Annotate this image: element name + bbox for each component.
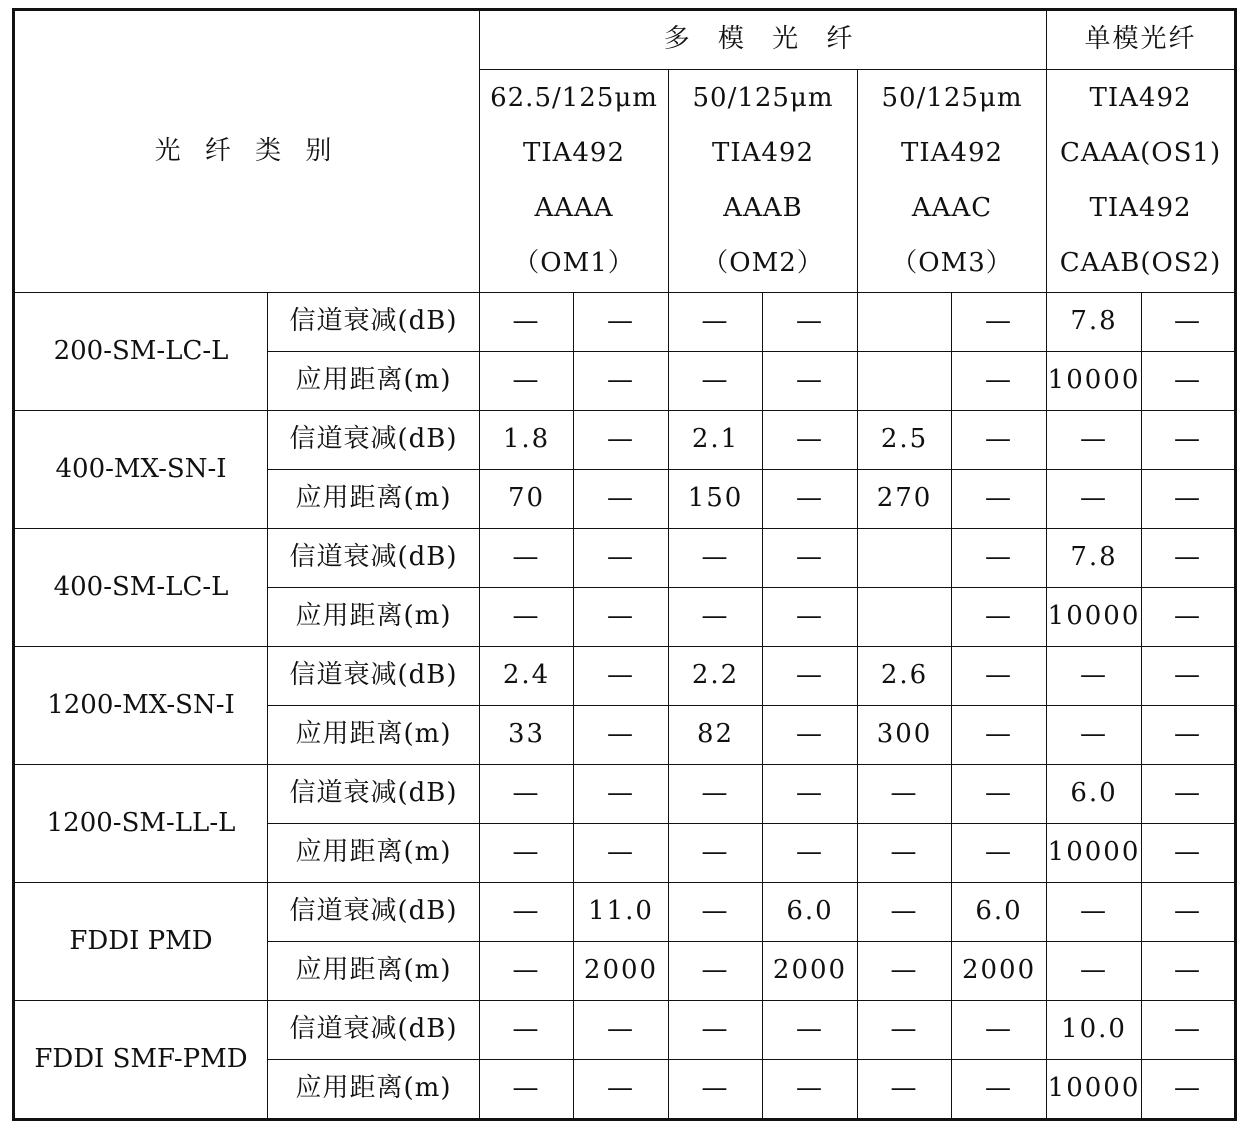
- value-cell: —: [858, 1001, 952, 1060]
- value-cell: —: [1142, 529, 1236, 588]
- spec-line: TIA492: [1089, 83, 1192, 113]
- value-cell: 7.8: [1047, 529, 1142, 588]
- channel-attenuation-label: 信道衰减(dB): [268, 1001, 480, 1060]
- value-cell: 10000: [1047, 1060, 1142, 1120]
- value-cell: —: [763, 411, 858, 470]
- value-cell: —: [574, 647, 669, 706]
- value-cell: —: [1142, 588, 1236, 647]
- value-cell: —: [1047, 706, 1142, 765]
- application-name: 1200-MX-SN-I: [14, 647, 268, 765]
- value-cell: —: [763, 352, 858, 411]
- value-cell: [858, 588, 952, 647]
- value-cell: —: [952, 529, 1047, 588]
- value-cell: —: [1142, 411, 1236, 470]
- value-cell: —: [669, 352, 763, 411]
- value-cell: —: [763, 470, 858, 529]
- value-cell: —: [763, 588, 858, 647]
- fiber-spec-om3: [858, 70, 1047, 293]
- value-cell: 2.5: [858, 411, 952, 470]
- value-cell: —: [763, 765, 858, 824]
- value-cell: 6.0: [952, 883, 1047, 942]
- value-cell: —: [1047, 647, 1142, 706]
- value-cell: —: [669, 1060, 763, 1120]
- value-cell: —: [480, 1060, 574, 1120]
- channel-attenuation-label: 信道衰减(dB): [268, 293, 480, 352]
- value-cell: —: [763, 824, 858, 883]
- channel-attenuation-label: 信道衰减(dB): [268, 765, 480, 824]
- application-distance-label: 应用距离(m): [268, 470, 480, 529]
- table-body: [14, 293, 1236, 1120]
- application-name: 400-SM-LC-L: [14, 529, 268, 647]
- value-cell: —: [858, 1060, 952, 1120]
- value-cell: —: [574, 1001, 669, 1060]
- value-cell: —: [1047, 942, 1142, 1001]
- table-row: [14, 765, 1236, 824]
- value-cell: 6.0: [763, 883, 858, 942]
- application-name: FDDI SMF-PMD: [14, 1001, 268, 1120]
- spec-line: （OM2）: [702, 248, 824, 278]
- spec-line: AAAC: [911, 193, 993, 223]
- application-distance-label: 应用距离(m): [268, 942, 480, 1001]
- value-cell: —: [858, 824, 952, 883]
- spec-line: TIA492: [523, 138, 626, 168]
- value-cell: —: [1142, 765, 1236, 824]
- value-cell: —: [952, 706, 1047, 765]
- value-cell: —: [763, 293, 858, 352]
- value-cell: —: [574, 1060, 669, 1120]
- value-cell: —: [1142, 706, 1236, 765]
- value-cell: —: [574, 352, 669, 411]
- spec-line: （OM3）: [891, 248, 1013, 278]
- value-cell: —: [763, 647, 858, 706]
- table-row: [14, 293, 1236, 352]
- value-cell: —: [952, 647, 1047, 706]
- spec-line: （OM1）: [513, 248, 635, 278]
- value-cell: 2.4: [480, 647, 574, 706]
- application-name: 200-SM-LC-L: [14, 293, 268, 411]
- value-cell: 300: [858, 706, 952, 765]
- multimode-header: 多 模 光 纤: [480, 10, 1047, 70]
- spec-line: AAAB: [723, 193, 803, 223]
- spec-line: AAAA: [534, 193, 614, 223]
- value-cell: —: [669, 293, 763, 352]
- value-cell: —: [952, 1001, 1047, 1060]
- value-cell: 70: [480, 470, 574, 529]
- application-name: 400-MX-SN-I: [14, 411, 268, 529]
- value-cell: —: [574, 293, 669, 352]
- value-cell: —: [952, 1060, 1047, 1120]
- fiber-spec-om2: [669, 70, 858, 293]
- value-cell: —: [574, 411, 669, 470]
- value-cell: —: [858, 942, 952, 1001]
- table-row: [14, 411, 1236, 470]
- application-name: FDDI PMD: [14, 883, 268, 1001]
- table-row: [14, 647, 1236, 706]
- value-cell: 2.1: [669, 411, 763, 470]
- value-cell: —: [1047, 470, 1142, 529]
- value-cell: —: [480, 352, 574, 411]
- value-cell: —: [952, 470, 1047, 529]
- value-cell: 1.8: [480, 411, 574, 470]
- channel-attenuation-label: 信道衰减(dB): [268, 411, 480, 470]
- value-cell: —: [1142, 293, 1236, 352]
- value-cell: —: [669, 824, 763, 883]
- value-cell: —: [574, 765, 669, 824]
- header-row-groups: [14, 10, 1236, 70]
- value-cell: —: [1142, 470, 1236, 529]
- value-cell: 270: [858, 470, 952, 529]
- fiber-application-table: [12, 8, 1237, 1121]
- spec-line: TIA492: [901, 138, 1004, 168]
- value-cell: —: [1142, 647, 1236, 706]
- value-cell: —: [952, 293, 1047, 352]
- value-cell: —: [574, 588, 669, 647]
- value-cell: —: [952, 824, 1047, 883]
- fiber-type-header: 光 纤 类 别: [14, 10, 480, 293]
- value-cell: —: [480, 293, 574, 352]
- value-cell: 2000: [574, 942, 669, 1001]
- value-cell: —: [858, 765, 952, 824]
- value-cell: —: [480, 883, 574, 942]
- value-cell: —: [574, 470, 669, 529]
- value-cell: —: [574, 824, 669, 883]
- singlemode-header: 单模光纤: [1047, 10, 1236, 70]
- channel-attenuation-label: 信道衰减(dB): [268, 647, 480, 706]
- value-cell: [858, 529, 952, 588]
- value-cell: —: [480, 824, 574, 883]
- value-cell: —: [480, 942, 574, 1001]
- value-cell: —: [952, 765, 1047, 824]
- value-cell: 10000: [1047, 588, 1142, 647]
- value-cell: —: [480, 588, 574, 647]
- value-cell: —: [1142, 352, 1236, 411]
- value-cell: 2.2: [669, 647, 763, 706]
- value-cell: —: [952, 411, 1047, 470]
- value-cell: —: [1142, 942, 1236, 1001]
- table-row: [14, 1001, 1236, 1060]
- value-cell: [858, 352, 952, 411]
- value-cell: 11.0: [574, 883, 669, 942]
- spec-line: 62.5/125μm: [490, 83, 658, 113]
- value-cell: —: [480, 1001, 574, 1060]
- value-cell: —: [669, 1001, 763, 1060]
- spec-line: CAAB(OS2): [1059, 248, 1222, 278]
- value-cell: —: [669, 765, 763, 824]
- application-distance-label: 应用距离(m): [268, 1060, 480, 1120]
- spec-line: 50/125μm: [692, 83, 834, 113]
- value-cell: —: [669, 883, 763, 942]
- value-cell: 7.8: [1047, 293, 1142, 352]
- value-cell: 33: [480, 706, 574, 765]
- application-name: 1200-SM-LL-L: [14, 765, 268, 883]
- value-cell: —: [669, 529, 763, 588]
- value-cell: 2.6: [858, 647, 952, 706]
- fiber-spec-om1: [480, 70, 669, 293]
- value-cell: —: [669, 588, 763, 647]
- channel-attenuation-label: 信道衰减(dB): [268, 529, 480, 588]
- value-cell: 6.0: [1047, 765, 1142, 824]
- value-cell: 2000: [952, 942, 1047, 1001]
- value-cell: 10000: [1047, 824, 1142, 883]
- value-cell: —: [1047, 883, 1142, 942]
- table-row: [14, 529, 1236, 588]
- value-cell: —: [480, 529, 574, 588]
- value-cell: —: [763, 706, 858, 765]
- value-cell: —: [1142, 824, 1236, 883]
- value-cell: —: [1142, 1060, 1236, 1120]
- value-cell: —: [1047, 411, 1142, 470]
- value-cell: 150: [669, 470, 763, 529]
- value-cell: —: [1142, 883, 1236, 942]
- fiber-spec-os: [1047, 70, 1236, 293]
- value-cell: 10000: [1047, 352, 1142, 411]
- channel-attenuation-label: 信道衰减(dB): [268, 883, 480, 942]
- value-cell: —: [763, 529, 858, 588]
- value-cell: —: [669, 942, 763, 1001]
- application-distance-label: 应用距离(m): [268, 352, 480, 411]
- value-cell: 2000: [763, 942, 858, 1001]
- value-cell: —: [763, 1001, 858, 1060]
- value-cell: —: [574, 529, 669, 588]
- spec-line: CAAA(OS1): [1059, 138, 1222, 168]
- value-cell: —: [574, 706, 669, 765]
- value-cell: —: [1142, 1001, 1236, 1060]
- application-distance-label: 应用距离(m): [268, 706, 480, 765]
- value-cell: [858, 293, 952, 352]
- spec-line: TIA492: [712, 138, 815, 168]
- spec-line: TIA492: [1089, 193, 1192, 223]
- value-cell: —: [858, 883, 952, 942]
- application-distance-label: 应用距离(m): [268, 824, 480, 883]
- value-cell: 10.0: [1047, 1001, 1142, 1060]
- value-cell: —: [952, 352, 1047, 411]
- table-row: [14, 883, 1236, 942]
- value-cell: —: [480, 765, 574, 824]
- application-distance-label: 应用距离(m): [268, 588, 480, 647]
- value-cell: —: [952, 588, 1047, 647]
- value-cell: —: [763, 1060, 858, 1120]
- value-cell: 82: [669, 706, 763, 765]
- spec-line: 50/125μm: [881, 83, 1023, 113]
